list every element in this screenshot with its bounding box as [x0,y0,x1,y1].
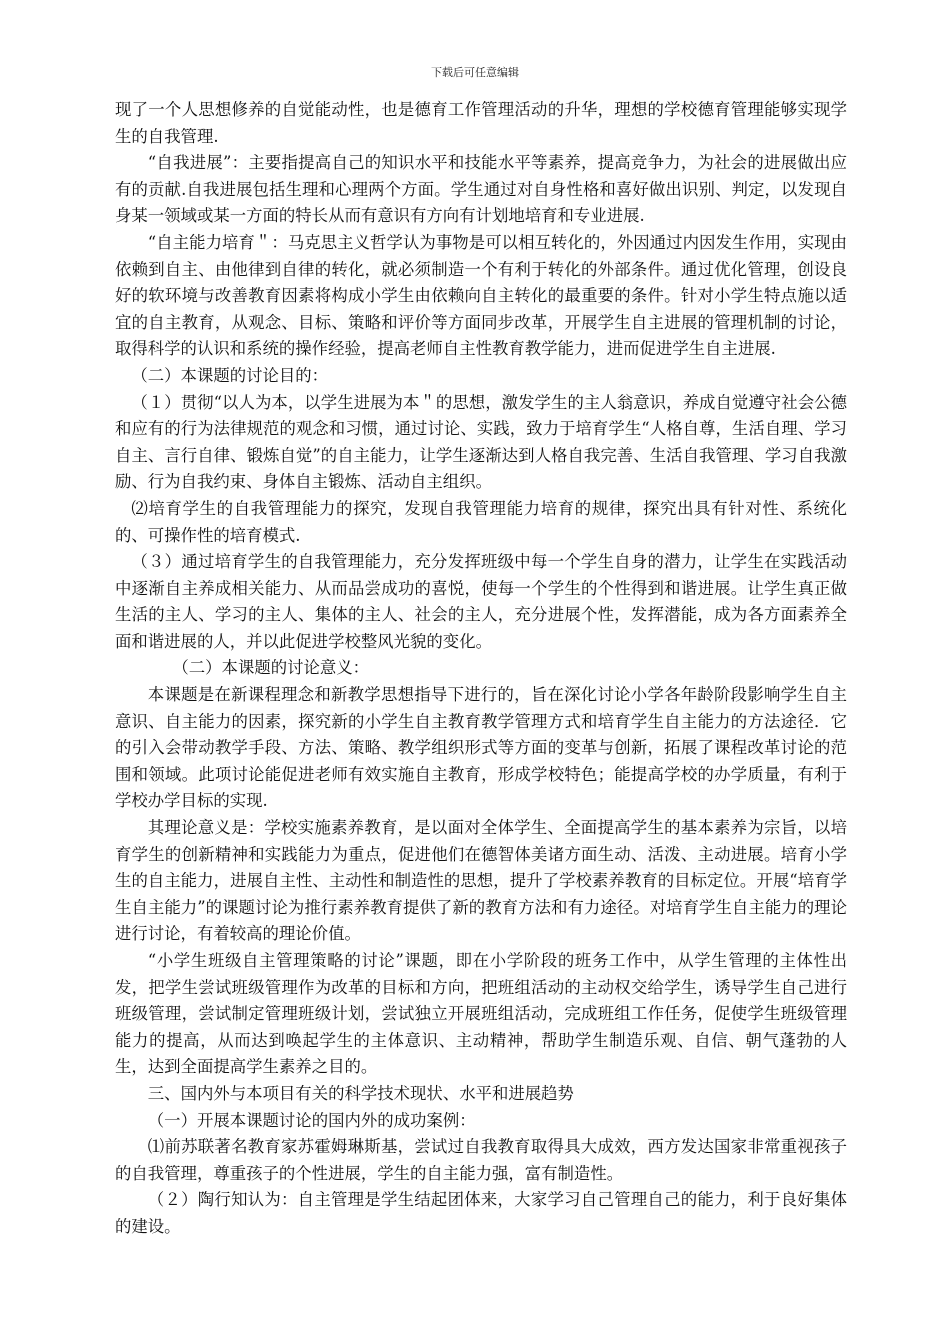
paragraph: 本课题是在新课程理念和新教学思想指导下进行的，旨在深化讨论小学各年龄阶段影响学生自主意识、自主能力的因素，探究新的小学生自主教育教学管理方式和培育学生自主能力的方法途径．它的引入会带动教学手段、方法、策略、教学组织形式等方面的变革与创新，拓展了课程改革讨论的范围和领域。此项讨论能促进老师有效实施自主教育，形成学校特色；能提高学校的办学质量，有利于学校办学目标的实现. [115,685,847,811]
section-heading: （二）本课题的讨论意义： [172,658,370,678]
section-heading: （一）开展本课题讨论的国内外的成功案例： [147,1110,476,1130]
paragraph: “小学生班级自主管理策略的讨论”课题，即在小学阶段的班务工作中，从学生管理的主体性出发，把学生尝试班级管理作为改革的目标和方向，把班组活动的主动权交给学生，诱导学生自己进行班级管理，尝试制定管理班级计划，尝试独立开展班组活动，完成班组工作任务，促使学生班级管理能力的提高，从而达到唤起学生的主体意识、主动精神，帮助学生制造乐观、自信、朝气蓬勃的人生，达到全面提高学生素养之目的。 [115,951,847,1077]
document-body [115,97,847,1241]
paragraph: （２）陶行知认为：自主管理是学生结起团体来，大家学习自己管理自己的能力，利于良好集体的建设。 [115,1190,847,1236]
paragraph: 其理论意义是：学校实施素养教育，是以面对全体学生、全面提高学生的基本素养为宗旨，以培育学生的创新精神和实践能力为重点，促进他们在德智体美诸方面生动、活泼、主动进展。培育小学生的自主能力，进展自主性、主动性和制造性的思想，提升了学校素养教育的目标定位。开展“培育学生自主能力”的课题讨论为推行素养教育提供了新的教育方法和有力途径。对培育学生自主能力的理论进行讨论，有着较高的理论价值。 [115,818,847,944]
section-heading: 三、国内外与本项目有关的科学技术现状、水平和进展趋势 [147,1083,574,1103]
paragraph: ⑵培育学生的自我管理能力的探究，发现自我管理能力培育的规律，探究出具有针对性、系统化的、可操作性的培育模式. [115,498,847,545]
section-heading: （二）本课题的讨论目的： [131,365,329,385]
paragraph: “自我进展”：主要指提高自己的知识水平和技能水平等素养，提高竞争力，为社会的进展做出应有的贡献.自我进展包括生理和心理两个方面。学生通过对自身性格和喜好做出识别、判定，以发现自身某一领域或某一方面的特长从而有意识有方向有计划地培育和专业进展. [115,153,847,226]
paragraph: ⑴前苏联著名教育家苏霍姆琳斯基，尝试过自我教育取得具大成效，西方发达国家非常重视孩子的自我管理，尊重孩子的个性进展，学生的自主能力强，富有制造性。 [115,1137,847,1183]
paragraph: “自主能力培育＂：马克思主义哲学认为事物是可以相互转化的，外因通过内因发生作用，实现由依赖到自主、由他律到自律的转化，就必须制造一个有利于转化的外部条件。通过优化管理，创设良好的软环境与改善教育因素将构成小学生由依赖向自主转化的最重要的条件。针对小学生特点施以适宜的自主教育，从观念、目标、策略和评价等方面同步改革，开展学生自主进展的管理机制的讨论，取得科学的认识和系统的操作经验，提高老师自主性教育教学能力，进而促进学生自主进展. [115,232,847,359]
paragraph: （１）贯彻“以人为本，以学生进展为本＂的思想，激发学生的主人翁意识，养成自觉遵守社会公德和应有的行为法律规范的观念和习惯，通过讨论、实践，致力于培育学生“人格自尊，生活自理、学习自主、言行自律、锻炼自觉”的自主能力，让学生逐渐达到人格自我完善、生活自我管理、学习自我激励、行为自我约束、身体自主锻炼、活动自主组织。 [115,392,847,492]
paragraph: 现了一个人思想修养的自觉能动性，也是德育工作管理活动的升华，理想的学校德育管理能够实现学生的自我管理. [115,100,847,146]
page-header: 下载后可任意编辑 [431,66,519,79]
paragraph: （３）通过培育学生的自我管理能力，充分发挥班级中每一个学生自身的潜力，让学生在实践活动中逐渐自主养成相关能力、从而品尝成功的喜悦，使每一个学生的个性得到和谐进展。让学生真正做生活的主人、学习的主人、集体的主人、社会的主人，充分进展个性，发挥潜能，成为各方面素养全面和谐进展的人，并以此促进学校整风光貌的变化。 [115,552,847,651]
